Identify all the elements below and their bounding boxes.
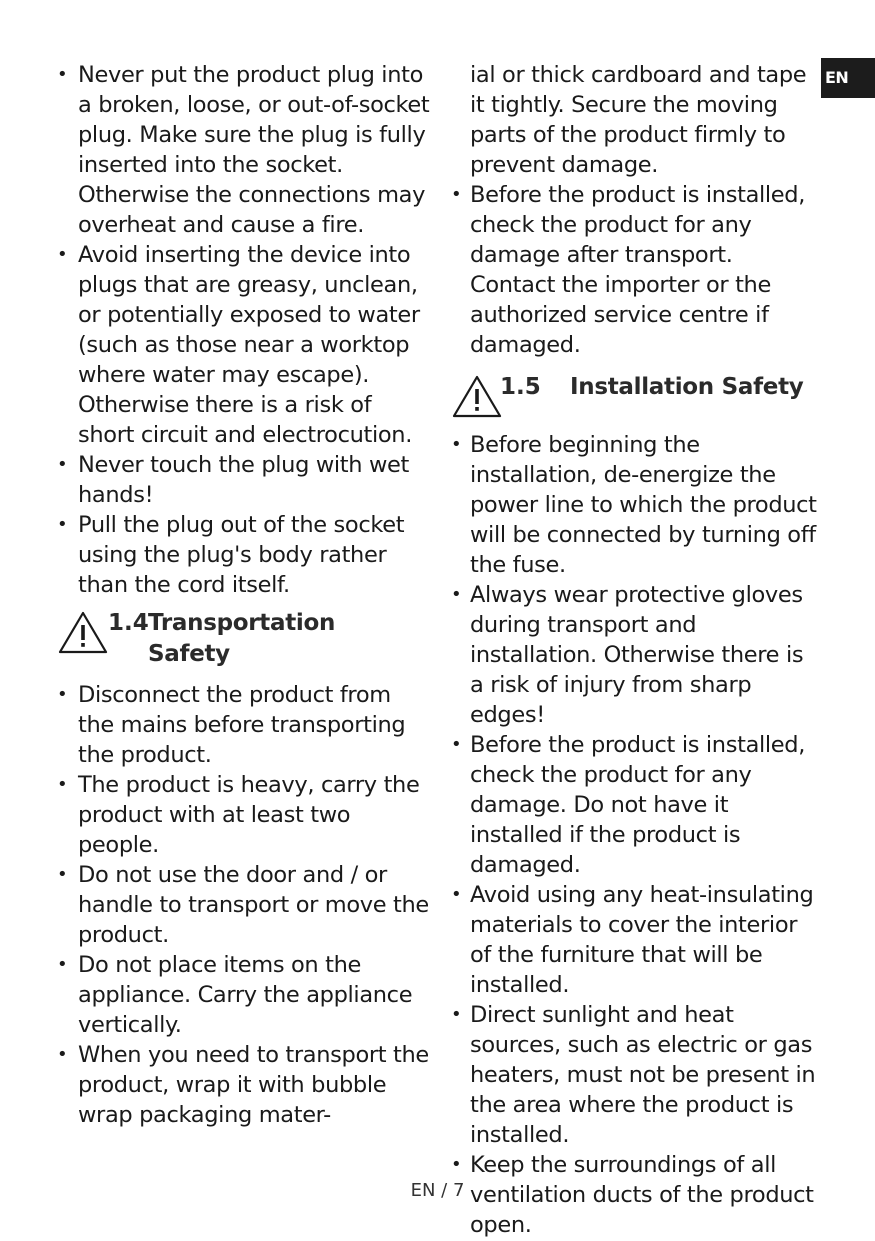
language-tab: EN bbox=[821, 58, 875, 98]
list-item: • Never touch the plug with wet hands! bbox=[57, 452, 409, 508]
list-item: • Direct sunlight and heat sources, such as electric or gas heaters, must not be present in the area where the product is installed. bbox=[451, 1002, 816, 1148]
list-item: • Never put the product plug into a broken, loose, or out-of-socket plug. Make sure the plug is fully inserted into the socket. Otherwise the connections may overheat and cause a fire. bbox=[57, 62, 430, 238]
section-number: 1.5 bbox=[500, 374, 541, 400]
bullet-icon: • bbox=[57, 774, 68, 795]
bullet-icon: • bbox=[451, 1004, 462, 1025]
electrical-safety-list bbox=[56, 60, 432, 600]
continued-paragraph: ial or thick cardboard and tape it tightly. Secure the moving parts of the product firmly to prevent damage. bbox=[470, 62, 807, 178]
bullet-icon: • bbox=[57, 954, 68, 975]
list-item: • Before the product is installed, check the product for any damage after transport. Contact the importer or the authorized service centre if damaged. bbox=[451, 182, 806, 358]
section-title: Installation Safety bbox=[570, 374, 804, 400]
section-number: 1.4 bbox=[108, 610, 149, 636]
warning-icon bbox=[58, 610, 108, 654]
section-heading-transportation-safety bbox=[56, 608, 432, 672]
warning-icon bbox=[452, 374, 502, 418]
bullet-icon: • bbox=[451, 734, 462, 755]
list-item: • Before beginning the installation, de-energize the power line to which the product will be connected by turning off the fuse. bbox=[451, 432, 817, 578]
bullet-icon: • bbox=[451, 184, 462, 205]
bullet-icon: • bbox=[451, 884, 462, 905]
list-item: • Always wear protective gloves during transport and installation. Otherwise there is a risk of injury from sharp edges! bbox=[451, 582, 804, 728]
installation-safety-list bbox=[450, 430, 818, 1240]
bullet-icon: • bbox=[57, 864, 68, 885]
list-item: • Pull the plug out of the socket using the plug's body rather than the cord itself. bbox=[57, 512, 405, 598]
bullet-icon: • bbox=[57, 454, 68, 475]
list-item: • Disconnect the product from the mains before transporting the product. bbox=[57, 682, 406, 768]
right-column bbox=[450, 60, 818, 1240]
bullet-icon: • bbox=[57, 514, 68, 535]
list-item: • Avoid using any heat-insulating materials to cover the interior of the furniture that will be installed. bbox=[451, 882, 814, 998]
bullet-icon: • bbox=[57, 64, 68, 85]
list-item: • Do not place items on the appliance. Carry the appliance vertically. bbox=[57, 952, 413, 1038]
list-item: • Before the product is installed, check the product for any damage. Do not have it installed if the product is damaged. bbox=[451, 732, 806, 878]
page-number: EN / 7 bbox=[410, 1180, 465, 1201]
list-item: • Keep the surroundings of all ventilation ducts of the product open. bbox=[451, 1152, 814, 1238]
section-title: Transportation Safety bbox=[148, 610, 336, 667]
bullet-icon: • bbox=[57, 684, 68, 705]
bullet-icon: • bbox=[451, 434, 462, 455]
transport-continued-list bbox=[450, 180, 818, 360]
list-item: • Do not use the door and / or handle to transport or move the product. bbox=[57, 862, 429, 948]
bullet-icon: • bbox=[57, 1044, 68, 1065]
bullet-icon: • bbox=[57, 244, 68, 265]
left-column bbox=[56, 60, 432, 1130]
transportation-safety-list bbox=[56, 680, 432, 1130]
list-item: • Avoid inserting the device into plugs that are greasy, unclean, or potentially exposed to water (such as those near a worktop where water may escape). Otherwise there is a risk of short circuit and electrocution. bbox=[57, 242, 420, 448]
list-item: • When you need to transport the product, wrap it with bubble wrap packaging mater- bbox=[57, 1042, 429, 1128]
bullet-icon: • bbox=[451, 584, 462, 605]
section-heading-installation-safety bbox=[450, 372, 818, 420]
list-item: • The product is heavy, carry the product with at least two people. bbox=[57, 772, 420, 858]
bullet-icon: • bbox=[451, 1154, 462, 1175]
